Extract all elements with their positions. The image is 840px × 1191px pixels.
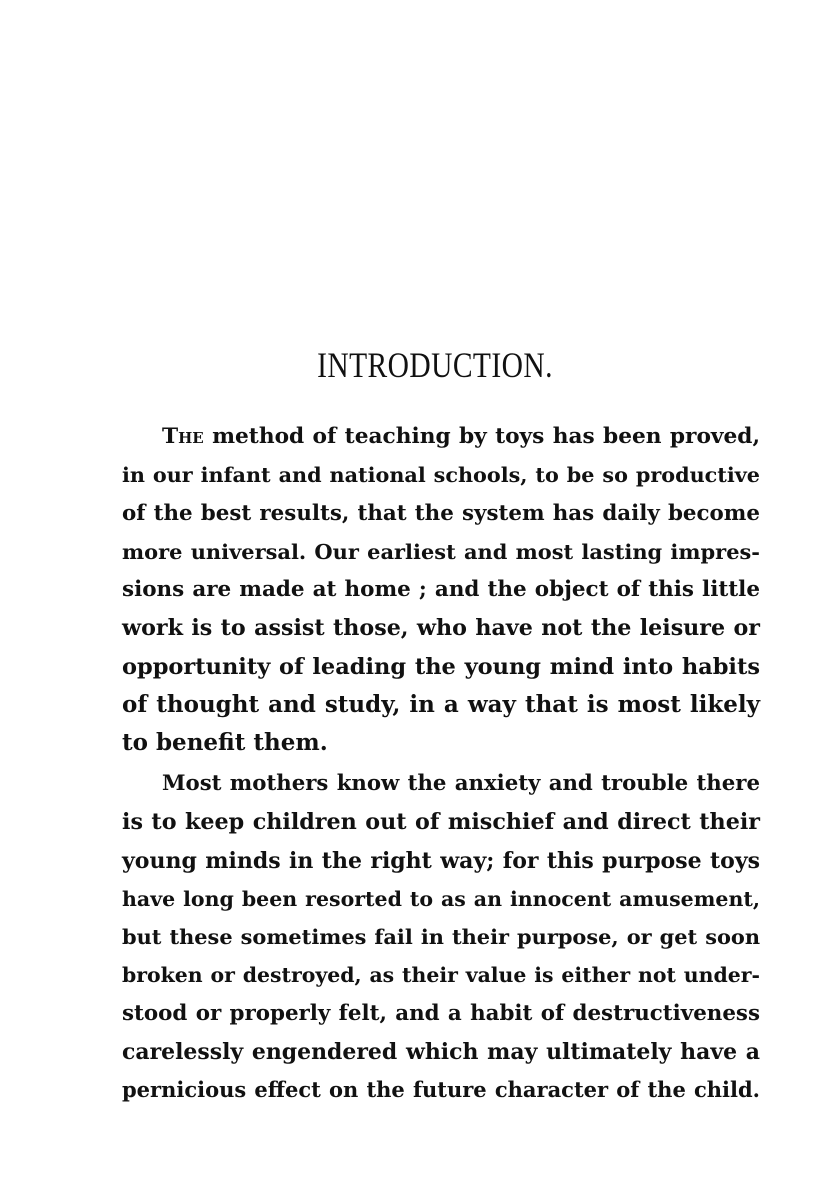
text-line: of thought and study, in a way that is most likely [122, 691, 760, 719]
paragraph-mothers [122, 765, 760, 1110]
text-line: in our infant and national schools, to be so productive [122, 463, 760, 488]
text-line: stood or properly felt, and a habit of destructiveness [122, 1000, 760, 1026]
text-line: Most mothers know the anxiety and trouble there [162, 771, 760, 796]
text-line: sions are made at home ; and the object of this little [122, 577, 760, 603]
text-line: of the best results, that the system has daily become [122, 500, 760, 526]
text-line: have long been resorted to as an innocent amusement, [122, 886, 760, 911]
text-line: young minds in the right way; for this purpose toys [122, 847, 760, 874]
text-line: broken or destroyed, as their value is either not under- [122, 963, 760, 988]
text-line: but these sometimes fail in their purpose, or get soon [122, 924, 760, 950]
text-line: pernicious effect on the future character of the child. [122, 1077, 760, 1103]
page-title: INTRODUCTION. [317, 345, 553, 385]
text-line: work is to assist those, who have not the leisure or [122, 615, 760, 642]
text-line: to benefit them. [122, 729, 328, 757]
text-line: carelessly engendered which may ultimately have a [122, 1039, 760, 1066]
text-line: The method of teaching by toys has been proved, [162, 424, 760, 449]
paragraph-intro [122, 418, 760, 763]
text-line: more universal. Our earliest and most lasting impres- [122, 538, 760, 564]
text-line: opportunity of leading the young mind into habits [122, 653, 760, 680]
text-line: is to keep children out of mischief and direct their [122, 809, 760, 836]
lead-word: The [162, 424, 204, 449]
